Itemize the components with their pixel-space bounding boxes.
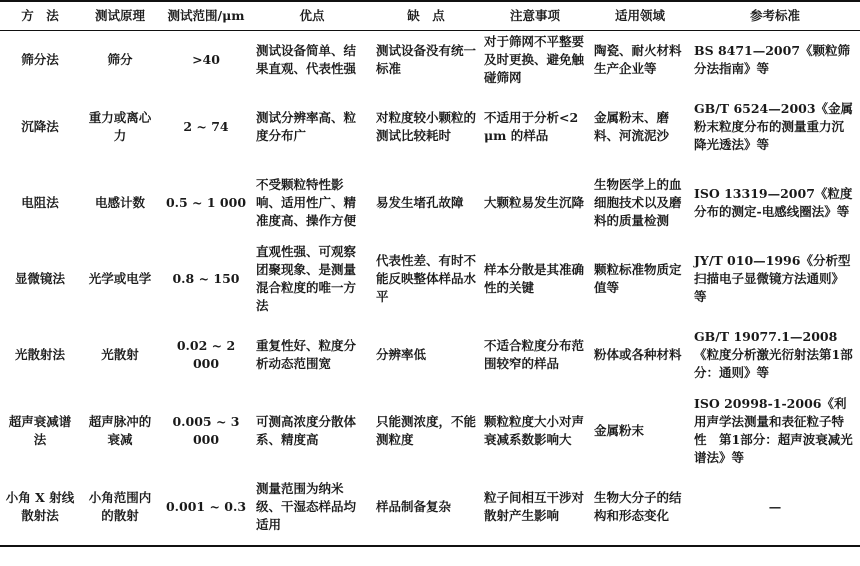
cell-standards: —: [690, 469, 860, 546]
cell-method: 沉降法: [21, 119, 59, 134]
cell-principle: 光散射: [101, 347, 139, 362]
cell-range: 0.001 ~ 0.3: [160, 469, 252, 546]
cell-notes: 样本分散是其准确性的关键: [484, 262, 585, 295]
header-applications: 适用领域: [590, 1, 690, 31]
header-range: 测试范围/μm: [160, 1, 252, 31]
cell-range: >40: [192, 52, 220, 67]
cell-standards: BS 8471—2007《颗粒筛分法指南》等: [694, 43, 851, 76]
table-row: [0, 317, 860, 393]
cell-notes: 大颗粒易发生沉降: [484, 195, 585, 210]
cell-applications: 生物大分子的结构和形态变化: [590, 469, 690, 546]
cell-range: 0.02 ~ 2 000: [176, 338, 236, 371]
cell-advantages: 可测高浓度分散体系、精度高: [256, 414, 357, 447]
cell-disadvantages: 只能测浓度，不能测粒度: [376, 414, 477, 447]
cell-applications: 粉体或各种材料: [594, 347, 682, 362]
cell-advantages: 不受颗粒特性影响、适用性广、精准度高、操作方便: [256, 177, 357, 228]
cell-standards: ISO 20998-1-2006《利用声学法测量和表征粒子特性 第1部分：超声波衰减光谱法》等: [694, 396, 853, 465]
header-principle: 测试原理: [80, 1, 160, 31]
cell-disadvantages: 易发生堵孔故障: [376, 195, 464, 210]
cell-range: 2 ~ 74: [183, 119, 229, 134]
cell-range: 0.005 ~ 3 000: [172, 414, 240, 447]
cell-applications: 金属粉末: [594, 423, 645, 438]
cell-principle: 小角范围内的散射: [80, 469, 160, 546]
table-row: [0, 393, 860, 469]
cell-standards: GB/T 6524—2003《金属粉末粒度分布的测量重力沉降光透法》等: [694, 101, 854, 152]
cell-disadvantages: 代表性差、有时不能反映整体样品水平: [376, 253, 477, 304]
header-row: [0, 1, 860, 31]
cell-range: 0.8 ~ 150: [172, 271, 240, 286]
cell-principle: 电感计数: [94, 195, 145, 210]
cell-method: 小角 X 射线散射法: [0, 469, 80, 546]
cell-advantages: 测试设备简单、结果直观、代表性强: [256, 43, 357, 76]
table-row: [0, 241, 860, 317]
cell-applications: 陶瓷、耐火材料生产企业等: [594, 43, 682, 76]
cell-method: 电阻法: [21, 195, 59, 210]
cell-disadvantages: 样品制备复杂: [372, 469, 480, 546]
cell-standards: GB/T 19077.1—2008《粒度分析激光衍射法第1部分：通则》等: [694, 329, 853, 380]
cell-method: 显微镜法: [14, 271, 65, 286]
table-row: [0, 469, 860, 546]
table-body: [0, 31, 860, 547]
cell-method: 光散射法: [14, 347, 65, 362]
cell-standards: ISO 13319—2007《粒度分布的测定-电感线圈法》等: [694, 186, 853, 219]
header-method: 方 法: [0, 1, 80, 31]
cell-advantages: 重复性好、粒度分析动态范围宽: [256, 338, 357, 371]
cell-advantages: 测量范围为纳米级、干湿态样品均适用: [252, 469, 372, 546]
table-row: [0, 31, 860, 90]
cell-principle: 重力或离心力: [88, 110, 152, 143]
header-advantages: 优点: [252, 1, 372, 31]
cell-disadvantages: 对粒度较小颗粒的测试比较耗时: [376, 110, 477, 143]
cell-principle: 超声脉冲的衰减: [88, 414, 152, 447]
cell-notes: 粒子间相互干涉对散射产生影响: [480, 469, 590, 546]
cell-principle: 光学或电学: [88, 271, 152, 286]
cell-standards: JY/T 010—1996《分析型扫描电子显微镜方法通则》等: [694, 253, 851, 304]
cell-method: 超声衰减谱法: [8, 414, 72, 447]
cell-advantages: 测试分辨率高、粒度分布广: [256, 110, 357, 143]
cell-applications: 颗粒标准物质定值等: [594, 262, 682, 295]
cell-disadvantages: 测试设备没有统一标准: [376, 43, 477, 76]
cell-applications: 生物医学上的血细胞技术以及磨料的质量检测: [594, 177, 682, 228]
cell-notes: 颗粒粒度大小对声衰减系数影响大: [484, 414, 585, 447]
cell-applications: 金属粉末、磨料、河流泥沙: [594, 110, 670, 143]
header-disadvantages: 缺 点: [372, 1, 480, 31]
cell-advantages: 直观性强、可观察团聚现象、是测量混合粒度的唯一方法: [256, 244, 357, 313]
cell-notes: 不适用于分析<2 μm 的样品: [484, 110, 579, 143]
header-standards: 参考标准: [690, 1, 860, 31]
table-row: [0, 89, 860, 165]
cell-notes: 不适合粒度分布范围较窄的样品: [484, 338, 585, 371]
cell-disadvantages: 分辨率低: [376, 347, 427, 362]
header-notes: 注意事项: [480, 1, 590, 31]
cell-notes: 对于筛网不平整要及时更换、避免触碰筛网: [484, 34, 585, 85]
table-header: [0, 1, 860, 31]
table-row: [0, 165, 860, 241]
cell-principle: 筛分: [107, 52, 133, 67]
cell-range: 0.5 ~ 1 000: [165, 195, 247, 210]
cell-method: 筛分法: [21, 52, 59, 67]
